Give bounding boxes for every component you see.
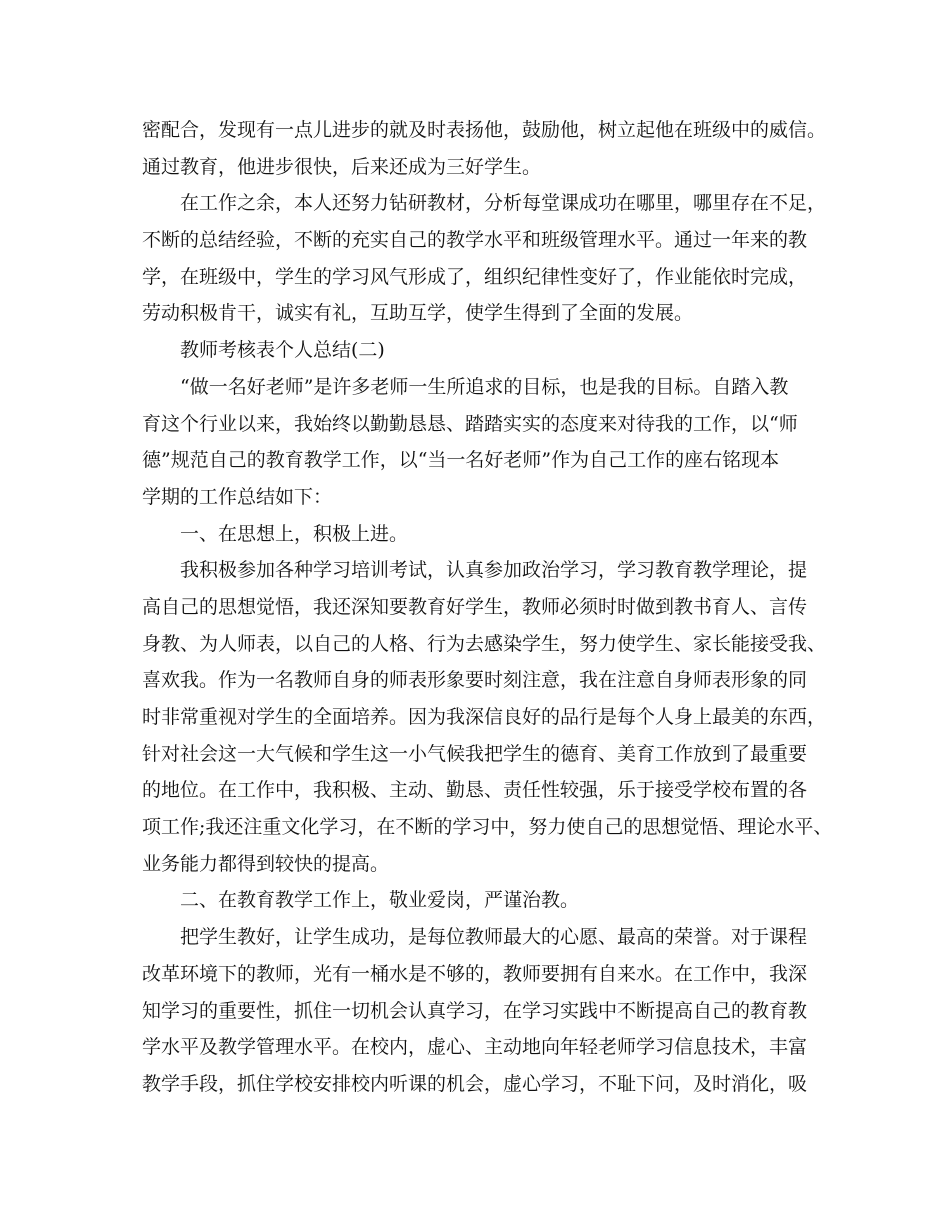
text-line: 针对社会这一大气候和学生这一小气候我把学生的德育、美育工作放到了最重要 <box>142 742 808 765</box>
text-line: 项工作;我还注重文化学习，在不断的学习中，努力使自己的思想觉悟、理论水平、 <box>142 816 833 839</box>
text-line: 学，在班级中，学生的学习风气形成了，组织纪律性变好了，作业能依时完成， <box>142 265 808 288</box>
text-line: 教学手段，抓住学校安排校内听课的机会，虚心学习，不耻下问，及时消化，吸 <box>142 1072 808 1095</box>
text-line: 业务能力都得到较快的提高。 <box>142 852 390 875</box>
text-line: 劳动积极肯干，诚实有礼，互助互学，使学生得到了全面的发展。 <box>142 302 694 325</box>
text-line: 德”规范自己的教育教学工作，以“当一名好老师”作为自己工作的座右铭现本 <box>142 449 780 472</box>
text-line: 高自己的思想觉悟，我还深知要教育好学生，教师必须时时做到教书育人、言传 <box>142 595 808 618</box>
paragraph-first-line: “做一名好老师”是许多老师一生所追求的目标，也是我的目标。自踏入教 <box>180 375 789 398</box>
text-line: 学期的工作总结如下： <box>142 485 333 508</box>
paragraph-first-line: 二、在教育教学工作上，敬业爱岗，严谨治教。 <box>180 889 580 912</box>
text-line: 的地位。在工作中，我积极、主动、勤恳、责任性较强，乐于接受学校布置的各 <box>142 779 808 802</box>
document-body <box>142 112 833 1103</box>
paragraph-first-line: 教师考核表个人总结(二) <box>180 339 385 362</box>
paragraph-first-line: 在工作之余，本人还努力钻研教材，分析每堂课成功在哪里，哪里存在不足， <box>180 192 827 215</box>
text-line: 不断的总结经验，不断的充实自己的教学水平和班级管理水平。通过一年来的教 <box>142 229 808 252</box>
text-line: 学水平及教学管理水平。在校内，虚心、主动地向年轻老师学习信息技术，丰富 <box>142 1036 808 1059</box>
text-line: 通过教育，他进步很快，后来还成为三好学生。 <box>142 155 542 178</box>
text-line: 育这个行业以来，我始终以勤勤恳恳、踏踏实实的态度来对待我的工作，以“师 <box>142 412 798 435</box>
paragraph-first-line: 一、在思想上，积极上进。 <box>180 522 409 545</box>
text-line: 改革环境下的教师，光有一桶水是不够的，教师要拥有自来水。在工作中，我深 <box>142 962 808 985</box>
paragraph-first-line: 我积极参加各种学习培训考试，认真参加政治学习，学习教育教学理论，提 <box>180 559 808 582</box>
text-line: 时非常重视对学生的全面培养。因为我深信良好的品行是每个人身上最美的东西， <box>142 706 827 728</box>
text-line: 身教、为人师表，以自己的人格、行为去感染学生，努力使学生、家长能接受我、 <box>142 632 827 655</box>
text-line: 知学习的重要性，抓住一切机会认真学习，在学习实践中不断提高自己的教育教 <box>142 999 808 1022</box>
text-line: 密配合，发现有一点儿进步的就及时表扬他，鼓励他，树立起他在班级中的威信。 <box>142 119 827 141</box>
paragraph-first-line: 把学生教好，让学生成功，是每位教师最大的心愿、最高的荣誉。对于课程 <box>180 926 808 949</box>
text-line: 喜欢我。作为一名教师自身的师表形象要时刻注意，我在注意自身师表形象的同 <box>142 669 808 692</box>
